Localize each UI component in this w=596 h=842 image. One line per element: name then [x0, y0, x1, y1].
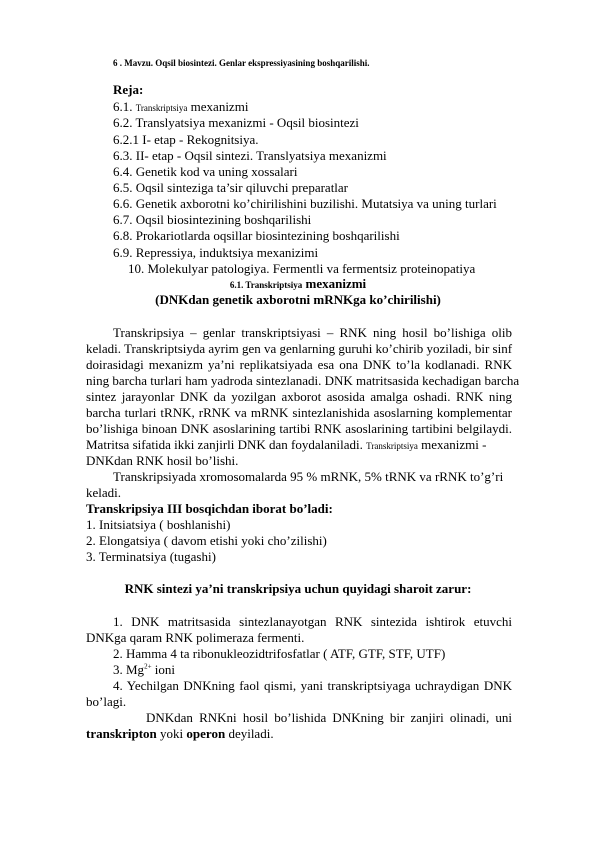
section-title: 6.1. Transkriptsiya mexanizmi: [229, 276, 367, 291]
condition-line: DNKga qaram RNK polimeraza fermenti.: [86, 630, 305, 645]
condition-line: bo’lagi.: [86, 694, 127, 709]
paragraph-line: Matritsa sifatida ikki zanjirli DNK dan foydalaniladi. Transkriptsiya mexanizmi -: [86, 437, 487, 452]
plan-item: 6.3. II- etap - Oqsil sintezi. Translyatsiya mexanizmi: [113, 148, 387, 163]
final-line: transkripton yoki operon deyiladi.: [86, 726, 274, 741]
plan-item: 6.9. Repressiya, induktsiya mexanizimi: [113, 245, 319, 260]
paragraph-line: doirasidagi mexanizm ya’ni replikatsiyada esa ona DNK to’la kodlanadi. RNK: [86, 357, 512, 372]
plan-item: 10. Molekulyar patologiya. Fermentli va fermentsiz proteinopatiya: [128, 261, 476, 276]
plan-item: 6.8. Prokariotlarda oqsillar biosintezining boshqarilishi: [113, 228, 400, 243]
condition-line: 2. Hamma 4 ta ribonukleozidtrifosfatlar ( ATF, GTF, STF, UTF): [113, 646, 446, 661]
paragraph-line: DNKdan RNK hosil bo’lishi.: [86, 453, 239, 468]
plan-title: Reja:: [113, 82, 144, 97]
plan-item: 6.7. Oqsil biosintezining boshqarilishi: [113, 212, 312, 227]
topic-number: 6: [113, 58, 118, 68]
plan-item: 6.2. Translyatsiya mexanizmi - Oqsil biosintezi: [113, 115, 359, 130]
final-line: DNKdan RNKni hosil bo’lishida DNKning bir zanjiri olinadi, uni: [146, 710, 512, 725]
conditions-title: RNK sintezi ya’ni transkripsiya uchun quyidagi sharoit zarur:: [124, 581, 472, 596]
condition-line: 1. DNK matritsasida sintezlanayotgan RNK sintezida ishtirok etuvchi: [113, 614, 512, 629]
topic-header: [113, 57, 369, 69]
paragraph-line: barcha turlari tRNK, rRNK va mRNK sintezlanishida asoslarning komplementar: [86, 405, 512, 420]
paragraph-line: sintez jarayonlar DNK da yozilgan axborot asosida amalga oshadi. RNK ning: [86, 389, 512, 404]
plan-item: 6.4. Genetik kod va uning xossalari: [113, 164, 298, 179]
paragraph-line: Transkripsiyada xromosomalarda 95 % mRNK, 5% tRNK va rRNK to’g’ri: [113, 469, 504, 484]
section-subtitle: (DNKdan genetik axborotni mRNKga ko’chirilishi): [155, 292, 441, 307]
stage-item: 1. Initsiatsiya ( boshlanishi): [86, 517, 231, 532]
stage-item: 3. Terminatsiya (tugashi): [86, 549, 216, 564]
stages-title: Transkripsiya III bosqichdan iborat bo’ladi:: [86, 501, 333, 516]
plan-item: 6.1. Transkriptsiya mexanizmi: [113, 99, 249, 114]
paragraph-line: ning barcha turlari ham yadroda sintezlanadi. DNK matritsasida kechadigan barcha: [86, 373, 520, 388]
paragraph-line: keladi. Transkriptsiyda ayrim gen va genlarning guruhi ko’chirib yoziladi, bir sinf: [86, 341, 513, 356]
plan-item: 6.2.1 I- etap - Rekognitsiya.: [113, 132, 259, 147]
plan-item: 6.6. Genetik axborotni ko’chirilishini buzilishi. Mutatsiya va uning turlari: [113, 196, 497, 211]
condition-line: 3. $Mg^{2+}$ ioni: [113, 662, 175, 677]
topic-title: . Mavzu. Oqsil biosintezi. Genlar ekspressiyasining boshqarilishi.: [119, 58, 370, 68]
plan-item: 6.5. Oqsil sinteziga ta’sir qiluvchi preparatlar: [113, 180, 349, 195]
paragraph-line: Transkripsiya – genlar transkriptsiyasi – RNK ning hosil bo’lishiga olib: [113, 325, 512, 340]
stage-item: 2. Elongatsiya ( davom etishi yoki cho’zilishi): [86, 533, 327, 548]
paragraph-line: bo’lishiga binoan DNK asoslarining tartibi RNK asoslarining tartibini belgilaydi.: [86, 421, 512, 436]
paragraph-line: keladi.: [86, 485, 122, 500]
condition-line: 4. Yechilgan DNKning faol qismi, yani transkriptsiyaga uchraydigan DNK: [113, 678, 512, 693]
